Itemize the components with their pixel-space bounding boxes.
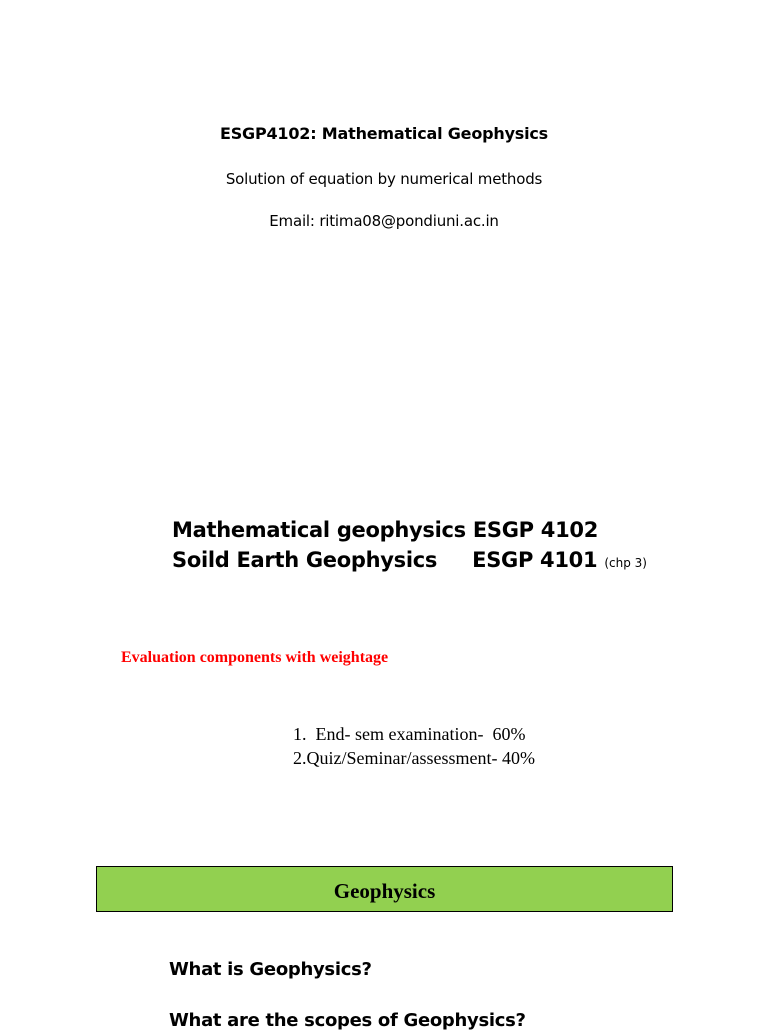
course-line-solid-earth-text: Soild Earth Geophysics ESGP 4101	[172, 548, 605, 572]
evaluation-heading: Evaluation components with weightage	[121, 649, 389, 666]
course-title: ESGP4102: Mathematical Geophysics	[219, 124, 549, 143]
section-title: Geophysics	[333, 878, 436, 903]
course-subtitle: Solution of equation by numerical methods	[225, 170, 543, 188]
course-line-solid-earth	[172, 548, 647, 572]
question-what-is-geophysics: What is Geophysics?	[169, 959, 372, 980]
chapter-note: (chp 3)	[604, 556, 647, 570]
evaluation-item-quiz: 2.Quiz/Seminar/assessment- 40%	[293, 748, 535, 768]
question-scopes-of-geophysics: What are the scopes of Geophysics?	[169, 1010, 526, 1031]
evaluation-item-end-sem: 1. End- sem examination- 60%	[293, 724, 526, 744]
course-line-math-geophysics: Mathematical geophysics ESGP 4102	[172, 518, 599, 542]
section-banner	[96, 866, 673, 912]
contact-email: Email: ritima08@pondiuni.ac.in	[269, 212, 499, 230]
